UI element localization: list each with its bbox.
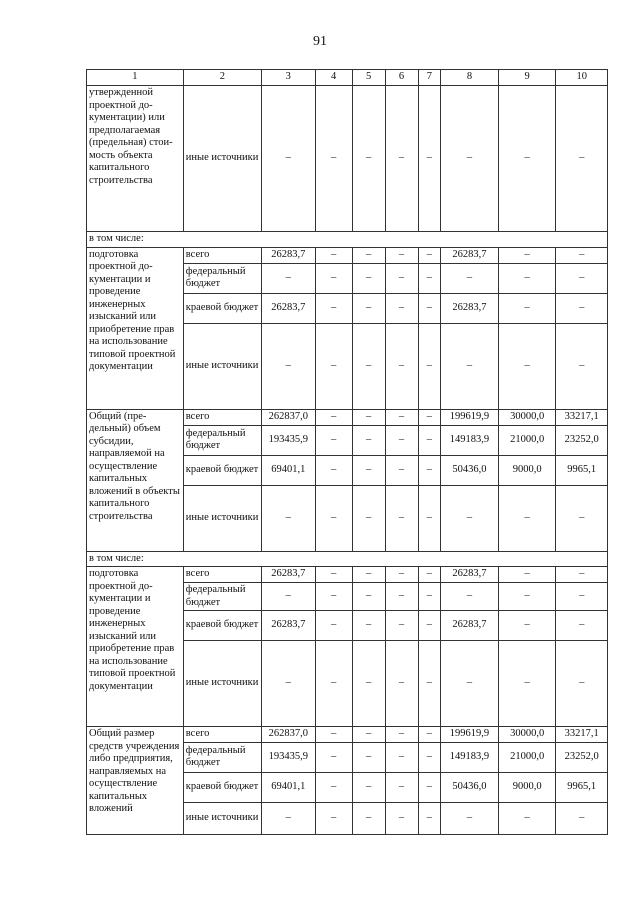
value-cell: – bbox=[498, 485, 556, 551]
source-label: иные источники bbox=[183, 641, 261, 727]
source-label: всего bbox=[183, 247, 261, 263]
value-cell: – bbox=[418, 727, 441, 743]
value-cell: – bbox=[315, 86, 352, 232]
value-cell: 50436,0 bbox=[441, 455, 499, 485]
value-cell: – bbox=[418, 641, 441, 727]
value-cell: – bbox=[262, 86, 316, 232]
value-cell: 23252,0 bbox=[556, 425, 608, 455]
header-cell: 10 bbox=[556, 70, 608, 86]
header-cell: 6 bbox=[385, 70, 418, 86]
value-cell: – bbox=[441, 641, 499, 727]
value-cell: – bbox=[498, 293, 556, 323]
table-row bbox=[87, 727, 608, 743]
value-cell: – bbox=[385, 802, 418, 834]
item-description: подготовка проектной документации и проведение инженерных изысканий или приобретение прав на использование типовой проектной документации bbox=[87, 567, 184, 727]
value-cell: – bbox=[441, 802, 499, 834]
source-label: краевой бюджет bbox=[183, 455, 261, 485]
value-cell: – bbox=[441, 583, 499, 611]
value-cell: – bbox=[315, 742, 352, 772]
value-cell: – bbox=[498, 583, 556, 611]
value-cell: – bbox=[418, 802, 441, 834]
value-cell: – bbox=[441, 263, 499, 293]
source-label: иные источники bbox=[183, 485, 261, 551]
value-cell: – bbox=[418, 742, 441, 772]
page-number: 91 bbox=[313, 34, 327, 49]
value-cell: – bbox=[315, 323, 352, 409]
value-cell: – bbox=[556, 611, 608, 641]
value-cell: – bbox=[262, 323, 316, 409]
value-cell: 149183,9 bbox=[441, 742, 499, 772]
value-cell: – bbox=[315, 425, 352, 455]
header-cell: 9 bbox=[498, 70, 556, 86]
source-label: федеральный бюджет bbox=[183, 425, 261, 455]
item-description: утвержденной проектной документации) или предполагаемая (предельная) стоимость объекта капитального строительства bbox=[87, 86, 184, 232]
value-cell: – bbox=[315, 641, 352, 727]
value-cell: – bbox=[315, 567, 352, 583]
value-cell: – bbox=[262, 485, 316, 551]
section-row bbox=[87, 232, 608, 248]
value-cell: – bbox=[498, 247, 556, 263]
source-label: федеральный бюджет bbox=[183, 742, 261, 772]
value-cell: – bbox=[352, 293, 385, 323]
value-cell: – bbox=[418, 293, 441, 323]
value-cell: – bbox=[352, 727, 385, 743]
value-cell: – bbox=[352, 485, 385, 551]
value-cell: – bbox=[315, 485, 352, 551]
value-cell: 9965,1 bbox=[556, 772, 608, 802]
value-cell: – bbox=[385, 772, 418, 802]
value-cell: – bbox=[385, 742, 418, 772]
value-cell: – bbox=[498, 802, 556, 834]
value-cell: – bbox=[315, 583, 352, 611]
value-cell: 9000,0 bbox=[498, 772, 556, 802]
value-cell: – bbox=[385, 641, 418, 727]
value-cell: – bbox=[315, 727, 352, 743]
value-cell: – bbox=[352, 86, 385, 232]
value-cell: – bbox=[441, 86, 499, 232]
value-cell: – bbox=[556, 247, 608, 263]
item-description: подготовка проектной документации и проведение инженерных изысканий или приобретение прав на использование типовой проектной документации bbox=[87, 247, 184, 409]
item-description: Общий (предельный) объем субсидии, направляемой на осуществление капитальных вложений в объекты капитального строительства bbox=[87, 409, 184, 551]
value-cell: 26283,7 bbox=[441, 611, 499, 641]
header-cell: 8 bbox=[441, 70, 499, 86]
value-cell: – bbox=[498, 611, 556, 641]
source-label: всего bbox=[183, 567, 261, 583]
source-label: федеральный бюджет bbox=[183, 583, 261, 611]
value-cell: – bbox=[352, 611, 385, 641]
header-cell: 5 bbox=[352, 70, 385, 86]
value-cell: – bbox=[315, 772, 352, 802]
value-cell: 26283,7 bbox=[441, 247, 499, 263]
budget-table bbox=[86, 69, 608, 835]
value-cell: 26283,7 bbox=[262, 567, 316, 583]
source-label: краевой бюджет bbox=[183, 772, 261, 802]
value-cell: – bbox=[352, 323, 385, 409]
source-label: иные источники bbox=[183, 802, 261, 834]
value-cell: 69401,1 bbox=[262, 455, 316, 485]
value-cell: 50436,0 bbox=[441, 772, 499, 802]
value-cell: – bbox=[418, 485, 441, 551]
value-cell: – bbox=[498, 86, 556, 232]
value-cell: 262837,0 bbox=[262, 727, 316, 743]
value-cell: – bbox=[352, 641, 385, 727]
value-cell: – bbox=[385, 455, 418, 485]
value-cell: – bbox=[556, 641, 608, 727]
source-label: всего bbox=[183, 409, 261, 425]
value-cell: – bbox=[385, 611, 418, 641]
value-cell: – bbox=[315, 247, 352, 263]
value-cell: – bbox=[418, 567, 441, 583]
value-cell: – bbox=[556, 293, 608, 323]
value-cell: – bbox=[385, 86, 418, 232]
value-cell: 26283,7 bbox=[262, 293, 316, 323]
value-cell: – bbox=[352, 742, 385, 772]
value-cell: 21000,0 bbox=[498, 742, 556, 772]
value-cell: – bbox=[352, 583, 385, 611]
value-cell: – bbox=[352, 772, 385, 802]
value-cell: – bbox=[352, 425, 385, 455]
value-cell: 21000,0 bbox=[498, 425, 556, 455]
table-row bbox=[87, 567, 608, 583]
value-cell: – bbox=[418, 247, 441, 263]
value-cell: – bbox=[352, 567, 385, 583]
value-cell: – bbox=[352, 455, 385, 485]
value-cell: – bbox=[556, 263, 608, 293]
value-cell: – bbox=[315, 409, 352, 425]
value-cell: 33217,1 bbox=[556, 727, 608, 743]
table-row bbox=[87, 86, 608, 232]
table-row bbox=[87, 409, 608, 425]
value-cell: 26283,7 bbox=[262, 611, 316, 641]
value-cell: – bbox=[441, 323, 499, 409]
section-label: в том числе: bbox=[87, 232, 608, 248]
value-cell: 23252,0 bbox=[556, 742, 608, 772]
value-cell: – bbox=[385, 409, 418, 425]
value-cell: – bbox=[262, 641, 316, 727]
value-cell: – bbox=[315, 802, 352, 834]
source-label: краевой бюджет bbox=[183, 293, 261, 323]
value-cell: – bbox=[385, 425, 418, 455]
value-cell: – bbox=[441, 485, 499, 551]
header-cell: 7 bbox=[418, 70, 441, 86]
value-cell: – bbox=[498, 263, 556, 293]
source-label: краевой бюджет bbox=[183, 611, 261, 641]
source-label: федеральный бюджет bbox=[183, 263, 261, 293]
value-cell: – bbox=[556, 567, 608, 583]
value-cell: – bbox=[262, 583, 316, 611]
item-description: Общий размер средств учреждения либо предприятия, направляемых на осуществление капитальных вложений bbox=[87, 727, 184, 835]
value-cell: – bbox=[556, 583, 608, 611]
value-cell: – bbox=[352, 247, 385, 263]
value-cell: 26283,7 bbox=[441, 567, 499, 583]
value-cell: – bbox=[418, 611, 441, 641]
value-cell: 199619,9 bbox=[441, 409, 499, 425]
value-cell: – bbox=[556, 86, 608, 232]
value-cell: – bbox=[498, 641, 556, 727]
table-row bbox=[87, 247, 608, 263]
value-cell: – bbox=[262, 263, 316, 293]
value-cell: – bbox=[315, 611, 352, 641]
source-label: иные источники bbox=[183, 86, 261, 232]
value-cell: – bbox=[556, 485, 608, 551]
value-cell: – bbox=[315, 293, 352, 323]
value-cell: – bbox=[385, 567, 418, 583]
header-row bbox=[87, 70, 608, 86]
value-cell: 69401,1 bbox=[262, 772, 316, 802]
value-cell: – bbox=[385, 247, 418, 263]
value-cell: – bbox=[498, 323, 556, 409]
value-cell: – bbox=[352, 409, 385, 425]
value-cell: – bbox=[418, 583, 441, 611]
value-cell: – bbox=[385, 263, 418, 293]
header-cell: 1 bbox=[87, 70, 184, 86]
header-cell: 2 bbox=[183, 70, 261, 86]
value-cell: 9000,0 bbox=[498, 455, 556, 485]
value-cell: – bbox=[418, 323, 441, 409]
value-cell: 30000,0 bbox=[498, 727, 556, 743]
value-cell: – bbox=[418, 263, 441, 293]
value-cell: 193435,9 bbox=[262, 425, 316, 455]
source-label: иные источники bbox=[183, 323, 261, 409]
header-cell: 4 bbox=[315, 70, 352, 86]
value-cell: – bbox=[262, 802, 316, 834]
section-row bbox=[87, 551, 608, 567]
value-cell: 199619,9 bbox=[441, 727, 499, 743]
value-cell: 193435,9 bbox=[262, 742, 316, 772]
header-cell: 3 bbox=[262, 70, 316, 86]
value-cell: – bbox=[556, 802, 608, 834]
value-cell: – bbox=[315, 455, 352, 485]
value-cell: 33217,1 bbox=[556, 409, 608, 425]
section-label: в том числе: bbox=[87, 551, 608, 567]
value-cell: 26283,7 bbox=[441, 293, 499, 323]
value-cell: – bbox=[418, 455, 441, 485]
value-cell: – bbox=[352, 802, 385, 834]
value-cell: – bbox=[385, 323, 418, 409]
value-cell: 262837,0 bbox=[262, 409, 316, 425]
value-cell: – bbox=[418, 425, 441, 455]
value-cell: – bbox=[385, 485, 418, 551]
value-cell: 26283,7 bbox=[262, 247, 316, 263]
value-cell: – bbox=[315, 263, 352, 293]
value-cell: 149183,9 bbox=[441, 425, 499, 455]
value-cell: – bbox=[418, 409, 441, 425]
source-label: всего bbox=[183, 727, 261, 743]
value-cell: – bbox=[352, 263, 385, 293]
value-cell: 30000,0 bbox=[498, 409, 556, 425]
value-cell: – bbox=[385, 293, 418, 323]
value-cell: – bbox=[385, 583, 418, 611]
value-cell: – bbox=[498, 567, 556, 583]
value-cell: 9965,1 bbox=[556, 455, 608, 485]
value-cell: – bbox=[418, 772, 441, 802]
value-cell: – bbox=[418, 86, 441, 232]
value-cell: – bbox=[385, 727, 418, 743]
value-cell: – bbox=[556, 323, 608, 409]
